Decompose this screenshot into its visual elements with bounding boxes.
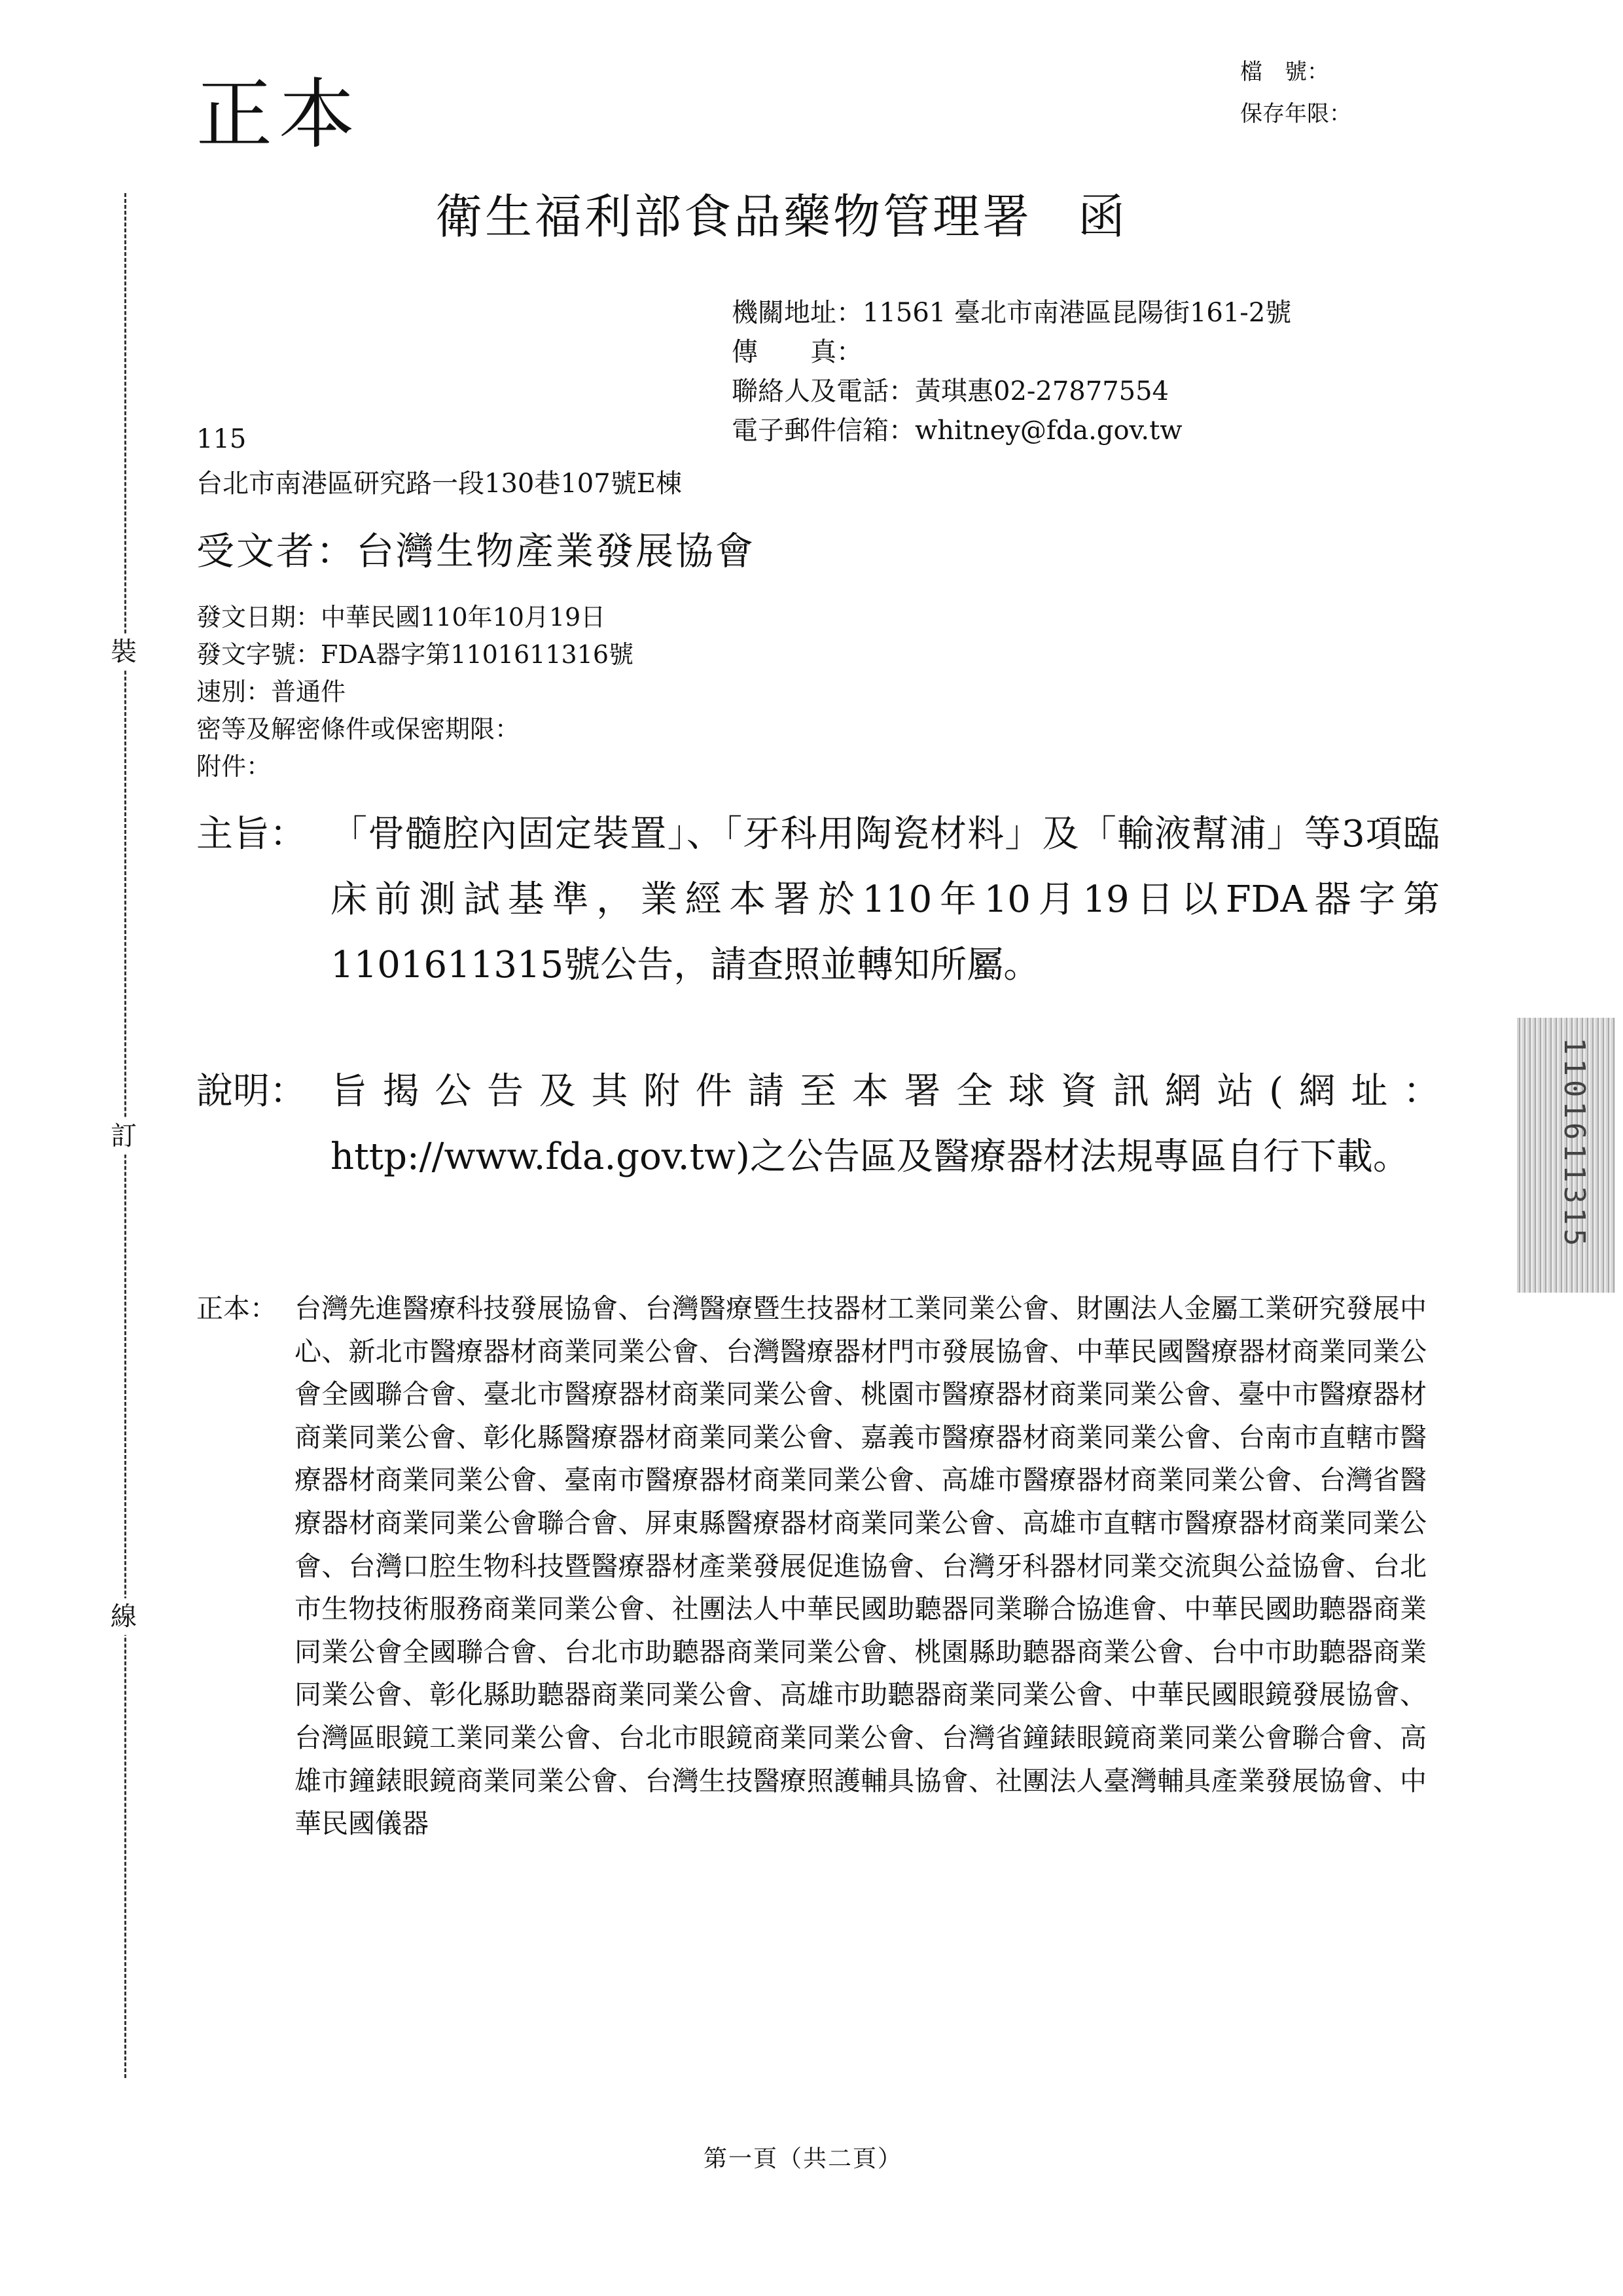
sender-email-row: 電子郵件信箱 ： whitney@fda.gov.tw (732, 411, 1291, 450)
issue-date: 發文日期：中華民國110年10月19日 (196, 603, 606, 632)
copies-list (196, 1287, 1427, 1846)
sender-address-row: 機關地址 ： 11561 臺北市南港區昆陽街161-2號 (732, 293, 1291, 332)
receipt-stamp-number: 1101611315 (1558, 1037, 1591, 1250)
recipient-address: 台北市南港區研究路一段130巷107號E棟 (196, 469, 682, 499)
copies-label: 正本： (196, 1293, 277, 1324)
sender-address: 11561 臺北市南港區昆陽街161-2號 (863, 298, 1292, 328)
document-title (435, 189, 1128, 244)
sender-info (732, 293, 1291, 450)
sender-email: whitney@fda.gov.tw (915, 416, 1183, 446)
fax-label: 傳 真 (732, 337, 836, 367)
document-number: 發文字號：FDA器字第1101611316號 (196, 640, 634, 669)
explanation-text: 旨揭公告及其附件請至本署全球資訊網站(網址：http://www.fda.gov.tw)之公告區及醫療器材法規專區自行下載。 (330, 1070, 1440, 1178)
document-meta (196, 599, 633, 785)
attachments: 附件： (196, 752, 272, 781)
sender-contact: 黃琪惠02-27877554 (915, 376, 1169, 406)
receipt-stamp (1517, 1018, 1615, 1293)
agency-name: 衛生福利部食品藥物管理署 (435, 189, 1033, 244)
recipient-postcode: 115 (196, 424, 247, 454)
secrecy-level: 密等及解密條件或保密期限： (196, 715, 520, 744)
email-label: 電子郵件信箱 (732, 416, 889, 446)
explanation-paragraph (196, 1059, 1440, 1190)
original-copy-mark: 正本 (196, 71, 361, 159)
recipient: 受文者：台灣生物產業發展協會 (196, 529, 756, 573)
subject-text: 「骨髓腔內固定裝置」、「牙科用陶瓷材料」及「輸液幫浦」等3項臨床前測試基準，業經本署於110年10月19日以FDA器字第1101611315號公告，請查照並轉知所屬。 (330, 813, 1440, 986)
explanation-label: 說明： (196, 1070, 306, 1113)
subject-paragraph (196, 802, 1440, 998)
binding-mark-line: 線 (108, 1598, 139, 1635)
sender-fax-row: 傳 真 ： (732, 332, 1291, 372)
retention-period-label: 保存年限： (1240, 101, 1351, 127)
binding-mark-bind: 裝 (108, 634, 139, 670)
binding-mark-staple: 訂 (108, 1118, 139, 1155)
delivery-speed: 速別：普通件 (196, 677, 346, 706)
page-footer: 第一頁（共二頁） (704, 2145, 903, 2172)
document-kind: 函 (1078, 189, 1128, 244)
contact-label: 聯絡人及電話 (732, 376, 889, 406)
file-number-label: 檔 號： (1240, 59, 1329, 85)
subject-label: 主旨： (196, 813, 306, 855)
archive-fields (1240, 51, 1351, 135)
sender-contact-row: 聯絡人及電話 ： 黃琪惠02-27877554 (732, 372, 1291, 411)
copies-recipients: 台灣先進醫療科技發展協會、台灣醫療暨生技器材工業同業公會、財團法人金屬工業研究發展中心、新北市醫療器材商業同業公會、台灣醫療器材門市發展協會、中華民國醫療器材商業同業公會全國聯合會、臺北市醫療器材商業同業公會、桃園市醫療器材商業同業公會、臺中市醫療器材商業同業公會、彰化縣醫療器材商業同業公會、嘉義市醫療器材商業同業公會、台南市直轄市醫療器材商業同業公會、臺南市醫療器材商業同業公會、高雄市醫療器材商業同業公會、台灣省醫療器材商業同業公會聯合會、屏東縣醫療器材商業同業公會、高雄市直轄市醫療器材商業同業公會、台灣口腔生物科技暨醫療器材產業發展促進協會、台灣牙科器材同業交流與公益協會、台北市生物技術服務商業同業公會、社團法人中華民國助聽器同業聯合協進會、中華民國助聽器商業同業公會全國聯合會、台北市助聽器商業同業公會、桃園縣助聽器商業公會、台中市助聽器商業同業公會、彰化縣助聽器商業同業公會、高雄市助聽器商業同業公會、中華民國眼鏡發展協會、台灣區眼鏡工業同業公會、台北市眼鏡商業同業公會、台灣省鐘錶眼鏡商業同業公會聯合會、高雄市鐘錶眼鏡商業同業公會、台灣生技醫療照護輔具協會、社團法人臺灣輔具產業發展協會、中華民國儀器 (294, 1293, 1427, 1840)
address-label: 機關地址 (732, 298, 836, 328)
